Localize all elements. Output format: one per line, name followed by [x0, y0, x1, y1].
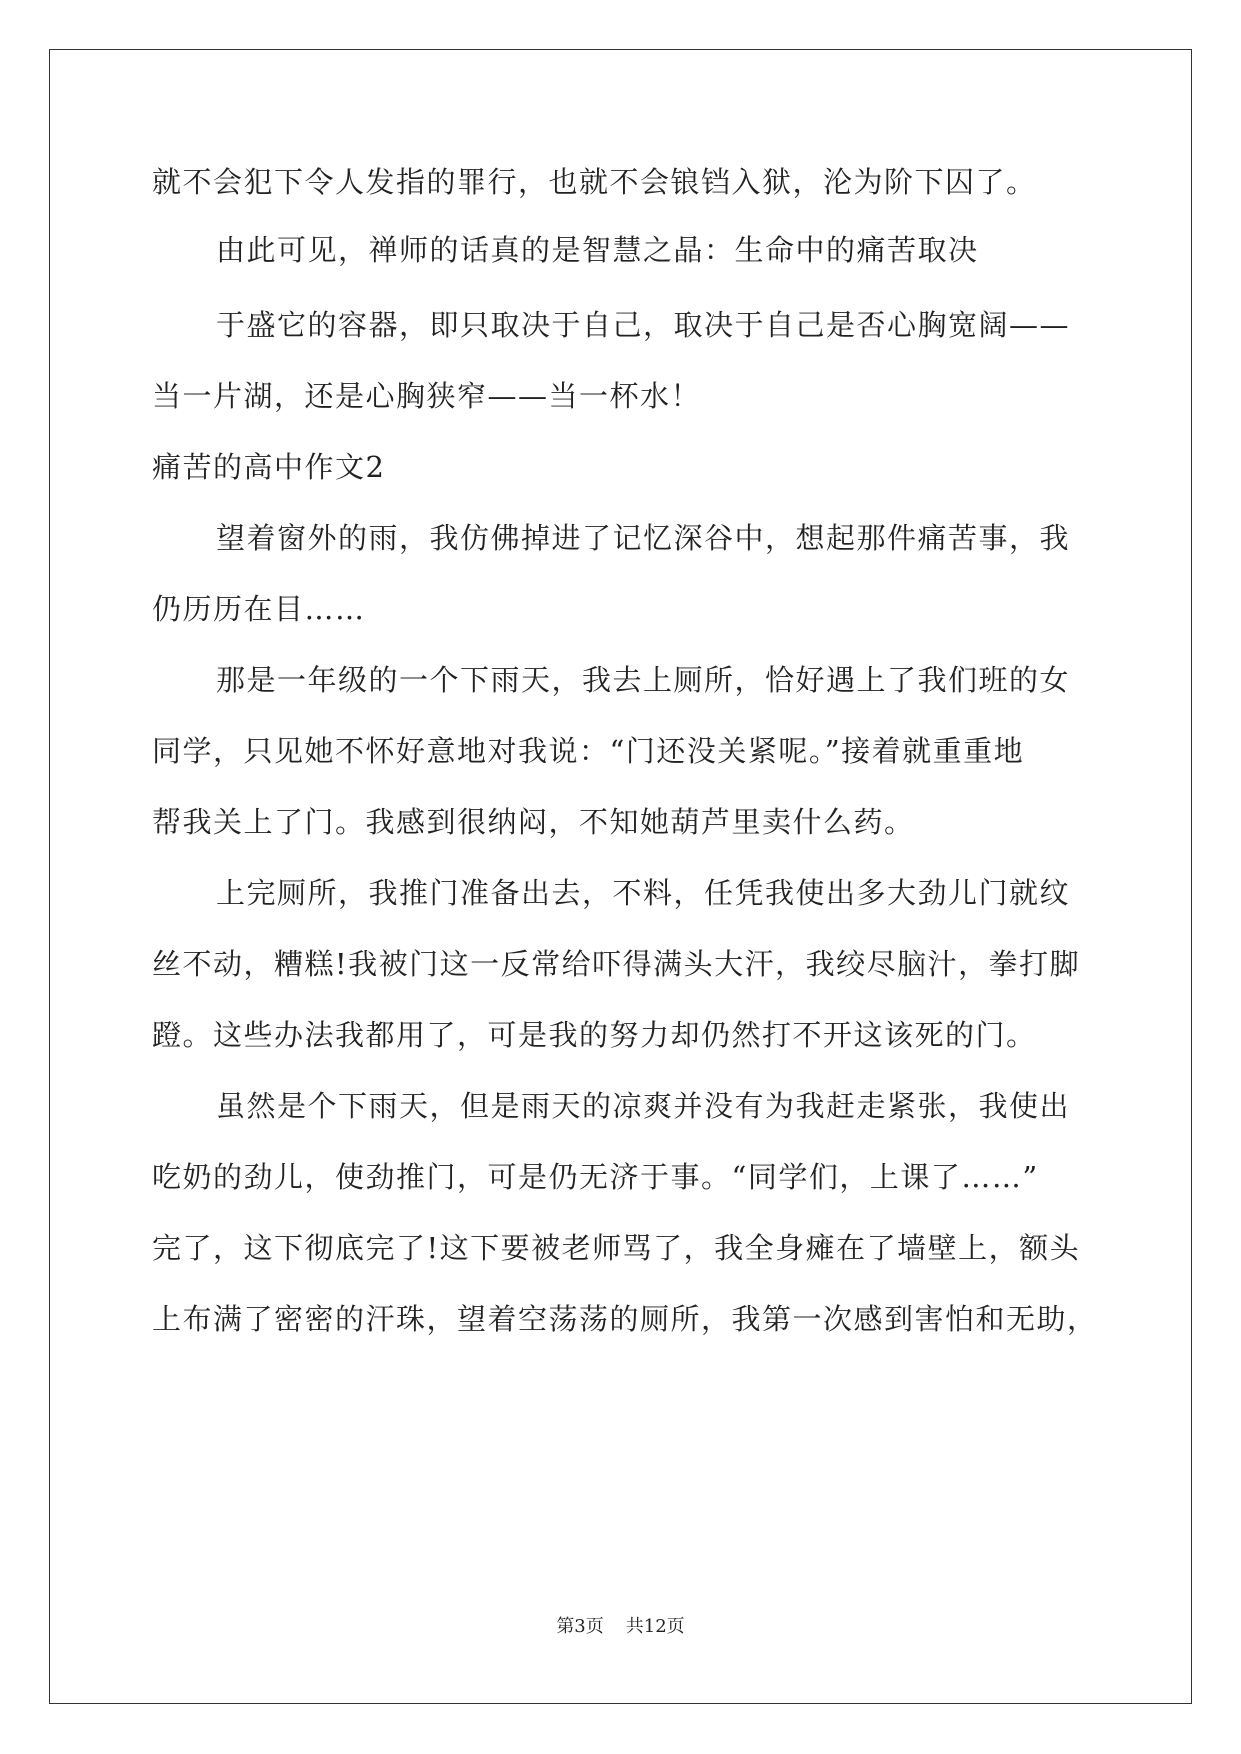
text-line: 就不会犯下令人发指的罪行，也就不会锒铛入狱，沦为阶下囚了。 — [152, 165, 1037, 199]
text-line: 同学，只见她不怀好意地对我说：“门还没关紧呢。”接着就重重地 — [152, 734, 1025, 768]
text-line: 仍历历在目…… — [152, 592, 366, 626]
text-line: 帮我关上了门。我感到很纳闷，不知她葫芦里卖什么药。 — [152, 805, 915, 839]
paragraph-start: 由此可见，禅师的话真的是智慧之晶：生命中的痛苦取决 — [216, 233, 979, 267]
page-footer — [0, 1616, 1241, 1638]
paragraph-start: 望着窗外的雨，我仿佛掉进了记忆深谷中，想起那件痛苦事，我 — [216, 521, 1071, 555]
text-line: 丝不动，糟糕!我被门这一反常给吓得满头大汗，我绞尽脑汁，拳打脚 — [152, 947, 1081, 981]
text-line: 完了，这下彻底完了!这下要被老师骂了，我全身瘫在了墙壁上，额头 — [152, 1231, 1081, 1265]
page-number: 第3页 — [556, 1616, 604, 1637]
paragraph-start: 上完厕所，我推门准备出去，不料，任凭我使出多大劲儿门就纹 — [216, 876, 1071, 910]
section-heading: 痛苦的高中作文2 — [152, 450, 386, 484]
paragraph-start: 虽然是个下雨天，但是雨天的凉爽并没有为我赶走紧张，我使出 — [216, 1089, 1071, 1123]
paragraph-start: 于盛它的容器，即只取决于自己，取决于自己是否心胸宽阔—— — [216, 308, 1071, 342]
paragraph-start: 那是一年级的一个下雨天，我去上厕所，恰好遇上了我们班的女 — [216, 663, 1071, 697]
text-line: 吃奶的劲儿，使劲推门，可是仍无济于事。“同学们，上课了……” — [152, 1160, 1039, 1194]
text-line: 当一片湖，还是心胸狭窄——当一杯水！ — [152, 379, 702, 413]
text-line: 上布满了密密的汗珠，望着空荡荡的厕所，我第一次感到害怕和无助， — [152, 1302, 1098, 1336]
text-line: 蹬。这些办法我都用了，可是我的努力却仍然打不开这该死的门。 — [152, 1018, 1037, 1052]
page-total: 共12页 — [625, 1616, 685, 1637]
